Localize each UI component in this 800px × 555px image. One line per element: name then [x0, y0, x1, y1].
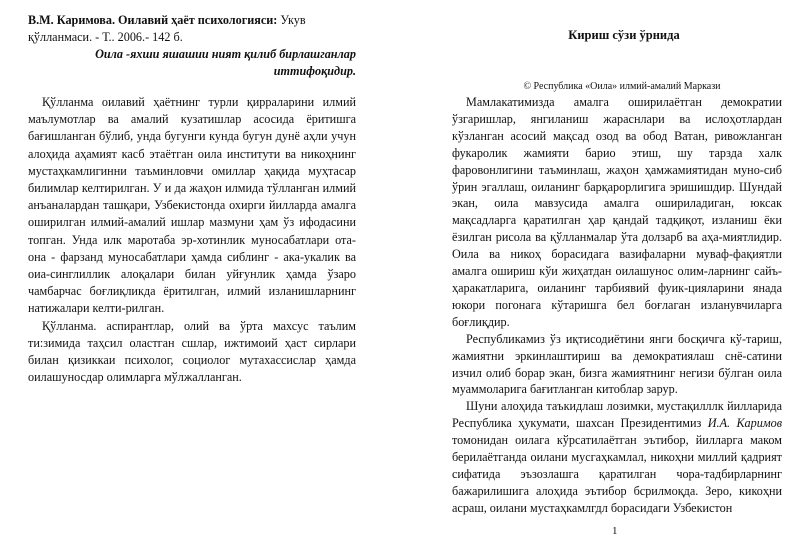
publication-details: Укув қўлланмаси. - Т.. 2006.- 142 б.: [28, 13, 306, 44]
intro-paragraph-3: [452, 398, 782, 516]
epigraph: Оила -яхши яшашии ният қилиб бирлашганлар иттифоқидир.: [95, 47, 356, 78]
president-name: И.А. Каримов: [707, 416, 782, 431]
bibliographic-reference: [28, 12, 356, 46]
copyright-line: © Республика «Оила» илмий-амалий Маркази: [523, 81, 721, 92]
page-title: Кириш сўзи ўрнида: [568, 28, 680, 42]
right-page: [400, 0, 800, 555]
annotation-paragraph-2: Қўлланма. аспирантлар, олий ва ўрта махсус таълим ти:зимида таҳсил оластган сшлар, ижтимоий ҳаст сирлари билан қизиккаи психолог, социолог мутахассислар ҳамда оилашуносдар олимларга мўлжалланган.: [28, 318, 356, 385]
annotation-paragraph-1: Қўлланма оилавий ҳаётнинг турли қирраларини илмий маълумотлар ва амалий кузатишлар асосида ёритишга бағишланган бўлиб, унда бугунги кунда бугун дунё аҳли учун алоҳида аҳамият касб этаётган оила институти ва никоҳнинг мустаҳкамлигинни таъминловчи омиллар ҳақида муҳтасар билимлар келтирилган. У и да жаҳон илмида тўлланган илмий анъаналардан ташқари, Узбекистонда охирги йилларда амалга оширилган илмий-амалий ишлар мазмуни ҳам ўз ифодасини топган. Унда илк маротаба эр-хотинлик муносабатлари ота-она - фарзанд муносабатлари ҳамда сиблинг - ака-укалик ва оиа-синглиллик алоқалари билан уйғунлик ҳамда ўзаро чамбарчас боғлиқликда ёритилган, илмий изланишларнинг натижалари келти-рилган.: [28, 95, 356, 316]
page-number: 1: [612, 525, 618, 537]
author-title: В.М. Каримова. Оилавий ҳаёт психологияси:: [28, 13, 278, 27]
intro-paragraph-1: Мамлакатимизда амалга оширилаётган демократии ўзгаришлар, янгиланиш жараснлари ва ислоҳотлардан кўзланган асосий мақсад озод ва обод Ватан, ривожланган фукаролик жамияти барио этиш, шу тарзда халк фаровонлигини таъминлаш, жаҳон ҳамжамиятидан муно-сиб ўрин эгаллаш, оиланинг барқарорлигига эришишдир. Шундай экан, оила мавзусида амалга ошириладиган, юксак мақсадларга қаратилган ҳар қандай тадқиқот, изланиш ёки ёзилган рисола ва қўлланмалар ўта долзарб ва аҳа-миятлидир. Оила ва никоҳ борасидага вазифаларни мувaф-фақиятли амалга ошириш кўи жиҳатдан оилашунос олим-ларнинг сайъ-ҳаракатларига, оиланинг тарбиявий фуик-цияларини янада юкори погонага кўтаришга бел боғлаган изланувчиларга боғлиқдир.: [452, 95, 782, 329]
intro-paragraph-2: Республикамиз ўз иқтисодиётини янги босқичга кў-тариш, жамиятни эркинлаштириш ва демократиялаш снё-сатини изчил олиб борар экан, бизга жамиятнинг негизи бўлган оила муаммоларига бағитланган китоблар зарур.: [452, 331, 782, 397]
intro-paragraph-3-start: Шуни алоҳида таъкидлаш лозимки, мустақилллк йилларида Республика ҳукумати, шахсан Президентимиз: [452, 399, 782, 431]
intro-paragraph-3-end: томонидан оилага кўрсатилаётган эътибор, йилларга маком берилаётганда оилани мусгаҳкамлал, никоҳни миллий қадрият сифатида эъзозлашга қаратилган чора-тадбирларнинг бажарилишига алоҳида эътибор бсрилмоқда. Зеро, кикоҳни асраш, оилани мустаҳкамлгдл борасидаги Узбекистон: [452, 433, 782, 515]
